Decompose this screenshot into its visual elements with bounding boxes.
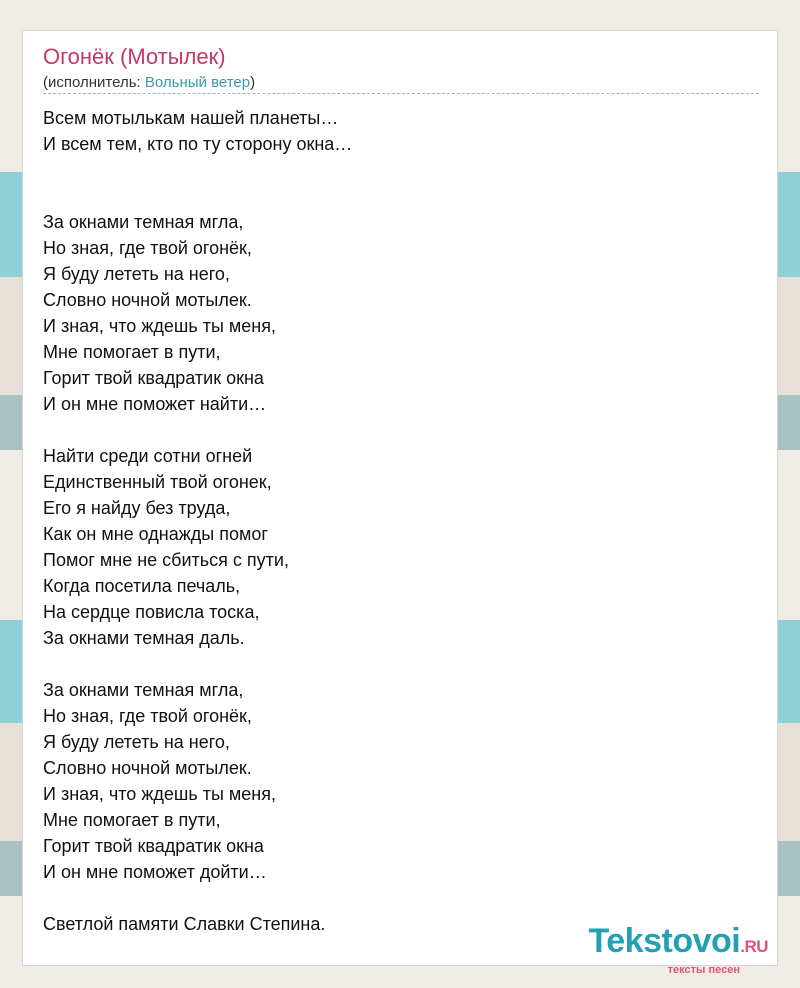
lyric-line: Но зная, где твой огонёк, bbox=[43, 706, 252, 726]
lyric-line: Единственный твой огонек, bbox=[43, 472, 272, 492]
lyric-line: Но зная, где твой огонёк, bbox=[43, 238, 252, 258]
lyric-line: И зная, что ждешь ты меня, bbox=[43, 316, 276, 336]
lyric-line: И он мне поможет найти… bbox=[43, 394, 267, 414]
lyric-blank-line bbox=[43, 157, 352, 183]
lyric-line: На сердце повисла тоска, bbox=[43, 602, 260, 622]
site-logo[interactable] bbox=[589, 924, 768, 976]
lyrics-card bbox=[22, 30, 778, 966]
lyric-line: Мне помогает в пути, bbox=[43, 810, 221, 830]
logo-name: Tekstovoi bbox=[588, 922, 741, 960]
lyric-line: Горит твой квадратик окна bbox=[43, 836, 264, 856]
performer-link[interactable]: Вольный ветер bbox=[144, 74, 251, 91]
lyric-line: Словно ночной мотылек. bbox=[43, 290, 252, 310]
lyric-line: За окнами темная мгла, bbox=[43, 212, 244, 232]
lyric-line: Я буду лететь на него, bbox=[43, 264, 230, 284]
lyric-line: Светлой памяти Славки Степина. bbox=[43, 914, 326, 934]
lyric-line: Найти среди сотни огней bbox=[43, 446, 253, 466]
lyric-line: Мне помогает в пути, bbox=[43, 342, 221, 362]
lyric-line: И всем тем, кто по ту сторону окна… bbox=[43, 134, 353, 154]
lyric-line: Я буду лететь на него, bbox=[43, 732, 230, 752]
lyric-line: Как он мне однажды помог bbox=[43, 524, 268, 544]
lyrics-text bbox=[43, 105, 352, 937]
performer-line bbox=[43, 73, 255, 93]
performer-suffix: ) bbox=[250, 74, 256, 91]
lyric-line: За окнами темная даль. bbox=[43, 628, 245, 648]
lyric-line: И он мне поможет дойти… bbox=[43, 862, 267, 882]
lyric-line: За окнами темная мгла, bbox=[43, 680, 244, 700]
lyric-blank-line bbox=[43, 183, 352, 209]
logo-wordmark bbox=[589, 924, 768, 964]
lyric-line: Горит твой квадратик окна bbox=[43, 368, 264, 388]
lyric-line: И зная, что ждешь ты меня, bbox=[43, 784, 276, 804]
logo-tld: .RU bbox=[740, 937, 768, 956]
song-title: Огонёк (Мотылек) bbox=[43, 44, 226, 69]
lyric-line: Словно ночной мотылек. bbox=[43, 758, 252, 778]
lyric-line: Всем мотылькам нашей планеты… bbox=[43, 108, 339, 128]
lyric-line: Его я найду без труда, bbox=[43, 498, 231, 518]
lyric-blank-line bbox=[43, 651, 352, 677]
lyric-blank-line bbox=[43, 885, 352, 911]
lyric-blank-line bbox=[43, 417, 352, 443]
lyric-line: Помог мне не сбиться с пути, bbox=[43, 550, 289, 570]
lyric-line: Когда посетила печаль, bbox=[43, 576, 241, 596]
logo-tagline: тексты песен bbox=[667, 964, 740, 976]
performer-prefix: (исполнитель: bbox=[43, 74, 145, 91]
title-divider bbox=[43, 93, 759, 94]
